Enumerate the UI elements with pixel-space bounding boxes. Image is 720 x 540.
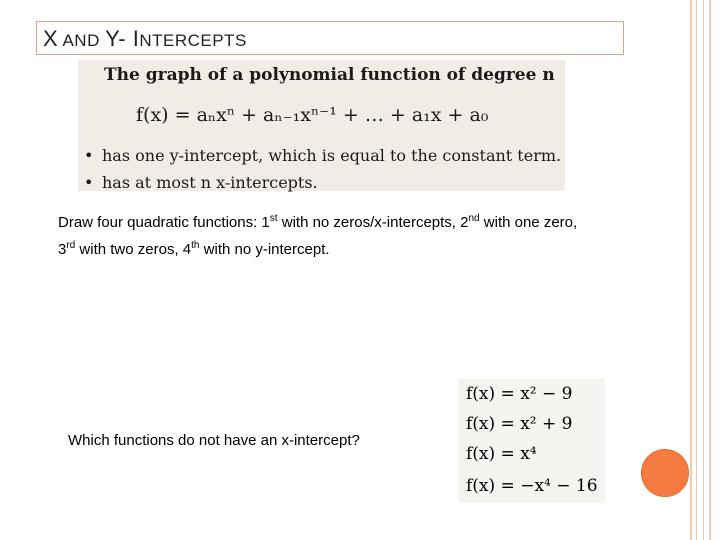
ordinal-suffix: nd: [468, 213, 480, 224]
title-part: X: [43, 26, 59, 51]
equation-item: f(x) = x² + 9: [466, 414, 573, 434]
bullet-item: [84, 142, 561, 169]
question-text: Which functions do not have an x-intercept?: [68, 432, 360, 449]
bullet-item: [84, 169, 561, 196]
title-box: [36, 21, 624, 55]
equation-item: f(x) = x² − 9: [466, 384, 573, 404]
excerpt-bullets: [84, 142, 561, 196]
equation-list: [458, 378, 605, 503]
bullet-dot: •: [84, 146, 94, 165]
ordinal-suffix: th: [191, 240, 200, 251]
instruction-part: with two zeros, 4: [75, 241, 192, 258]
bullet-text: has at most n x-intercepts.: [102, 173, 318, 192]
equation-item: f(x) = x⁴: [466, 444, 537, 464]
decorative-stripe: [703, 0, 704, 540]
title-part: -: [118, 26, 133, 51]
instruction-part: with no zeros/x-intercepts, 2: [277, 214, 469, 231]
polynomial-formula: f(x) = aₙxⁿ + aₙ₋₁xⁿ⁻¹ + … + a₁x + a₀: [136, 104, 489, 126]
equation-item: f(x) = −x⁴ − 16: [466, 476, 598, 496]
instruction-part: with one zero, 3: [58, 214, 578, 258]
decorative-circle: [641, 449, 689, 497]
excerpt-heading: The graph of a polynomial function of degree n: [104, 65, 555, 85]
title-part: NTERCEPTS: [139, 31, 247, 50]
instruction-part: with no y-intercept.: [199, 241, 330, 258]
title-part: Y: [105, 26, 119, 51]
slide-title: [43, 26, 247, 52]
decorative-stripe: [690, 0, 692, 540]
ordinal-suffix: st: [269, 213, 278, 224]
title-part: I: [132, 26, 140, 51]
title-part: AND: [58, 31, 106, 50]
ordinal-suffix: rd: [66, 240, 76, 251]
decorative-stripe: [709, 0, 711, 540]
textbook-excerpt: [78, 60, 565, 191]
instruction-text: [58, 207, 578, 261]
instruction-part: Draw four quadratic functions: 1: [58, 214, 270, 231]
decorative-stripe: [696, 0, 697, 540]
bullet-dot: •: [84, 173, 94, 192]
bullet-text: has one y-intercept, which is equal to the constant term.: [102, 146, 562, 165]
